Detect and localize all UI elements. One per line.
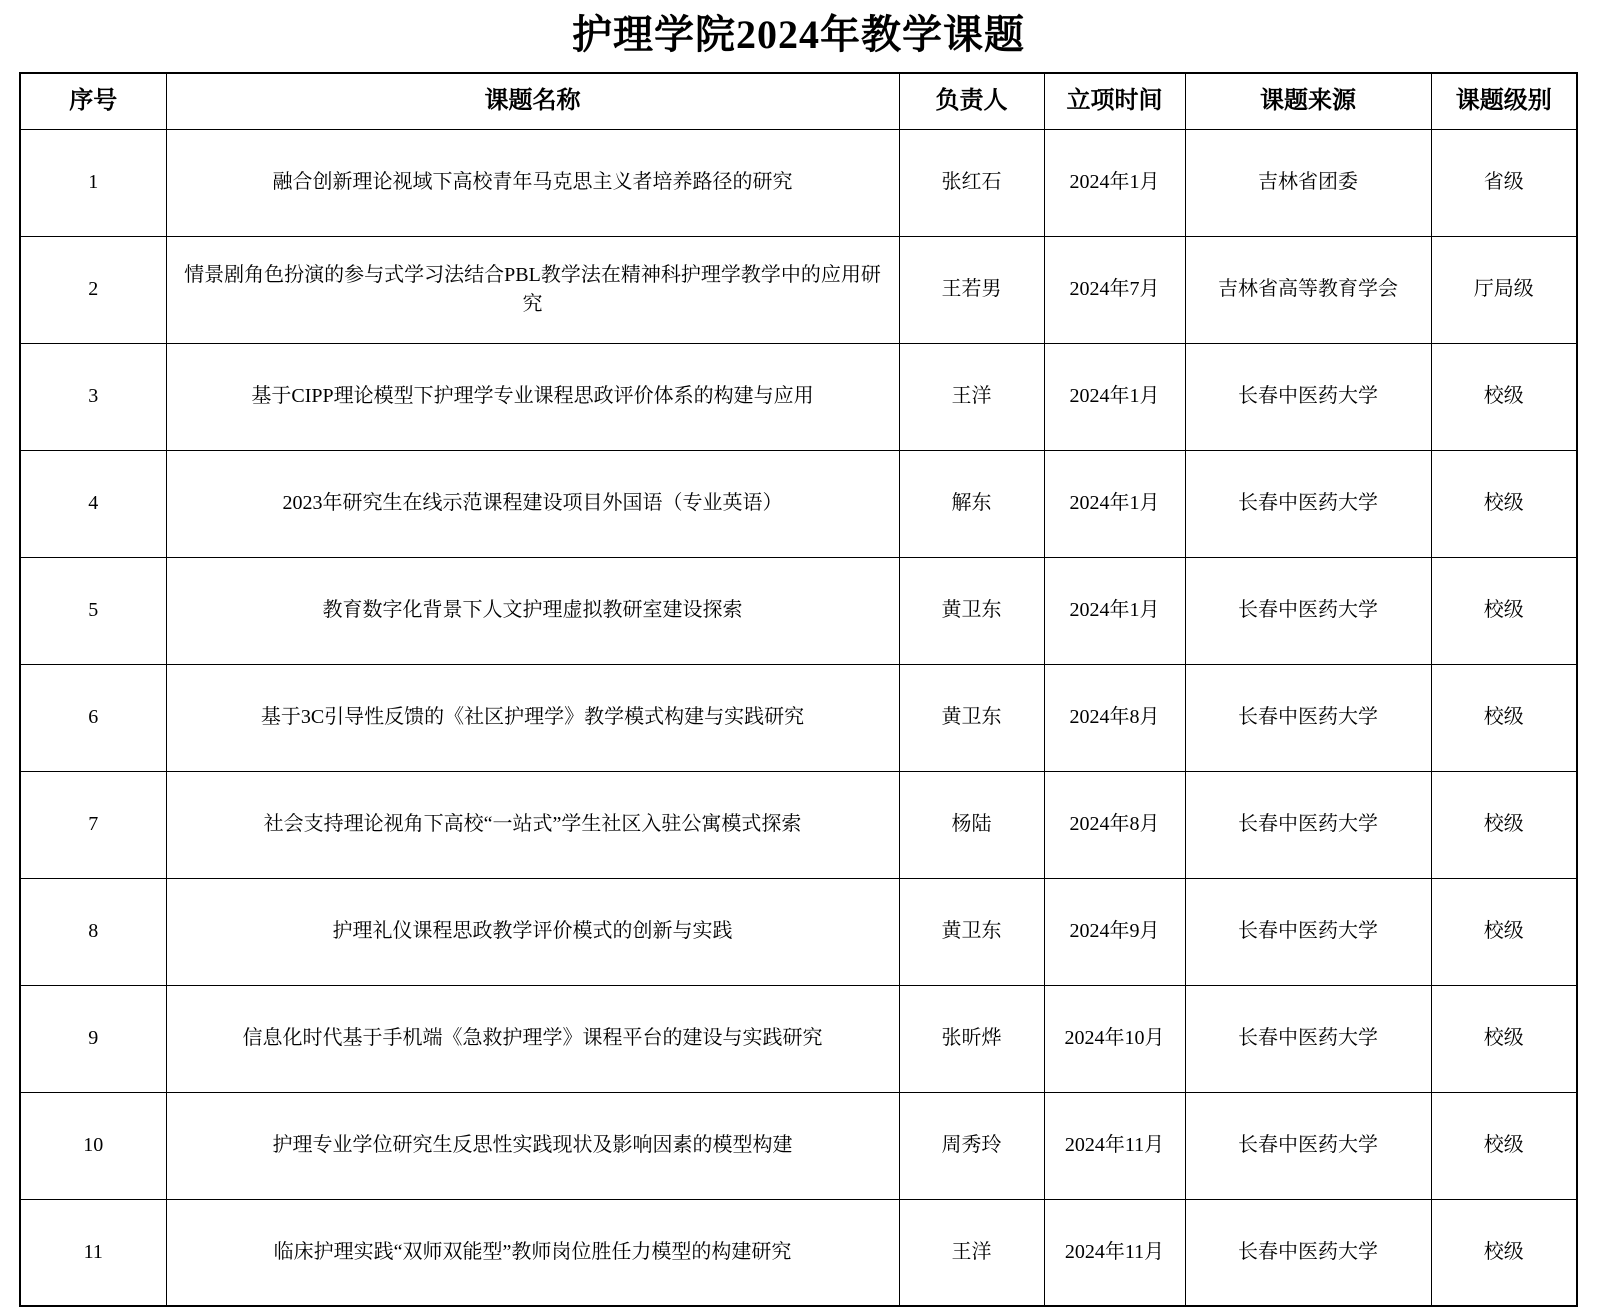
cell-name: 2023年研究生在线示范课程建设项目外国语（专业英语） (166, 450, 899, 557)
cell-source: 长春中医药大学 (1185, 343, 1431, 450)
column-header-date: 立项时间 (1044, 73, 1185, 129)
cell-level: 校级 (1431, 985, 1577, 1092)
cell-level: 省级 (1431, 129, 1577, 236)
cell-no: 3 (20, 343, 166, 450)
column-header-owner: 负责人 (899, 73, 1044, 129)
table-row (20, 878, 1577, 985)
table-row (20, 450, 1577, 557)
cell-owner: 解东 (899, 450, 1044, 557)
table-row (20, 771, 1577, 878)
column-header-level: 课题级别 (1431, 73, 1577, 129)
cell-no: 4 (20, 450, 166, 557)
cell-owner: 黄卫东 (899, 664, 1044, 771)
cell-name: 护理专业学位研究生反思性实践现状及影响因素的模型构建 (166, 1092, 899, 1199)
cell-date: 2024年1月 (1044, 557, 1185, 664)
page-title: 护理学院2024年教学课题 (572, 12, 1025, 57)
cell-no: 11 (20, 1199, 166, 1306)
cell-source: 长春中医药大学 (1185, 450, 1431, 557)
cell-source: 长春中医药大学 (1185, 557, 1431, 664)
cell-no: 7 (20, 771, 166, 878)
cell-source: 长春中医药大学 (1185, 985, 1431, 1092)
cell-date: 2024年1月 (1044, 343, 1185, 450)
column-header-name: 课题名称 (166, 73, 899, 129)
cell-owner: 张昕烨 (899, 985, 1044, 1092)
cell-source: 吉林省高等教育学会 (1185, 236, 1431, 343)
cell-source: 长春中医药大学 (1185, 1199, 1431, 1306)
cell-date: 2024年11月 (1044, 1199, 1185, 1306)
cell-source: 长春中医药大学 (1185, 664, 1431, 771)
cell-no: 5 (20, 557, 166, 664)
cell-owner: 黄卫东 (899, 557, 1044, 664)
cell-name: 临床护理实践“双师双能型”教师岗位胜任力模型的构建研究 (166, 1199, 899, 1306)
cell-owner: 周秀玲 (899, 1092, 1044, 1199)
table-row (20, 236, 1577, 343)
cell-owner: 黄卫东 (899, 878, 1044, 985)
table-header-row (20, 73, 1577, 129)
cell-source: 吉林省团委 (1185, 129, 1431, 236)
cell-no: 8 (20, 878, 166, 985)
table-row (20, 343, 1577, 450)
cell-level: 校级 (1431, 771, 1577, 878)
table-row (20, 1199, 1577, 1306)
cell-source: 长春中医药大学 (1185, 771, 1431, 878)
cell-owner: 张红石 (899, 129, 1044, 236)
table-row (20, 557, 1577, 664)
table-row (20, 985, 1577, 1092)
cell-level: 校级 (1431, 1092, 1577, 1199)
table-row (20, 1092, 1577, 1199)
cell-owner: 杨陆 (899, 771, 1044, 878)
cell-level: 校级 (1431, 1199, 1577, 1306)
table-header (20, 73, 1577, 129)
table-body (20, 129, 1577, 1306)
cell-level: 校级 (1431, 557, 1577, 664)
cell-name: 社会支持理论视角下高校“一站式”学生社区入驻公寓模式探索 (166, 771, 899, 878)
cell-name: 情景剧角色扮演的参与式学习法结合PBL教学法在精神科护理学教学中的应用研究 (166, 236, 899, 343)
cell-name: 护理礼仪课程思政教学评价模式的创新与实践 (166, 878, 899, 985)
table-row (20, 129, 1577, 236)
column-header-no: 序号 (20, 73, 166, 129)
cell-no: 1 (20, 129, 166, 236)
cell-owner: 王洋 (899, 343, 1044, 450)
cell-date: 2024年7月 (1044, 236, 1185, 343)
cell-date: 2024年8月 (1044, 664, 1185, 771)
cell-owner: 王洋 (899, 1199, 1044, 1306)
teaching-projects-table (19, 72, 1578, 1307)
cell-source: 长春中医药大学 (1185, 878, 1431, 985)
cell-name: 信息化时代基于手机端《急救护理学》课程平台的建设与实践研究 (166, 985, 899, 1092)
cell-level: 校级 (1431, 343, 1577, 450)
cell-name: 基于3C引导性反馈的《社区护理学》教学模式构建与实践研究 (166, 664, 899, 771)
cell-level: 校级 (1431, 450, 1577, 557)
cell-no: 2 (20, 236, 166, 343)
cell-date: 2024年9月 (1044, 878, 1185, 985)
cell-owner: 王若男 (899, 236, 1044, 343)
cell-source: 长春中医药大学 (1185, 1092, 1431, 1199)
cell-name: 融合创新理论视域下高校青年马克思主义者培养路径的研究 (166, 129, 899, 236)
cell-date: 2024年11月 (1044, 1092, 1185, 1199)
cell-date: 2024年1月 (1044, 450, 1185, 557)
column-header-source: 课题来源 (1185, 73, 1431, 129)
cell-date: 2024年1月 (1044, 129, 1185, 236)
table-row (20, 664, 1577, 771)
cell-date: 2024年8月 (1044, 771, 1185, 878)
cell-no: 9 (20, 985, 166, 1092)
cell-no: 10 (20, 1092, 166, 1199)
cell-name: 基于CIPP理论模型下护理学专业课程思政评价体系的构建与应用 (166, 343, 899, 450)
cell-name: 教育数字化背景下人文护理虚拟教研室建设探索 (166, 557, 899, 664)
cell-date: 2024年10月 (1044, 985, 1185, 1092)
cell-level: 校级 (1431, 878, 1577, 985)
cell-level: 厅局级 (1431, 236, 1577, 343)
cell-level: 校级 (1431, 664, 1577, 771)
cell-no: 6 (20, 664, 166, 771)
